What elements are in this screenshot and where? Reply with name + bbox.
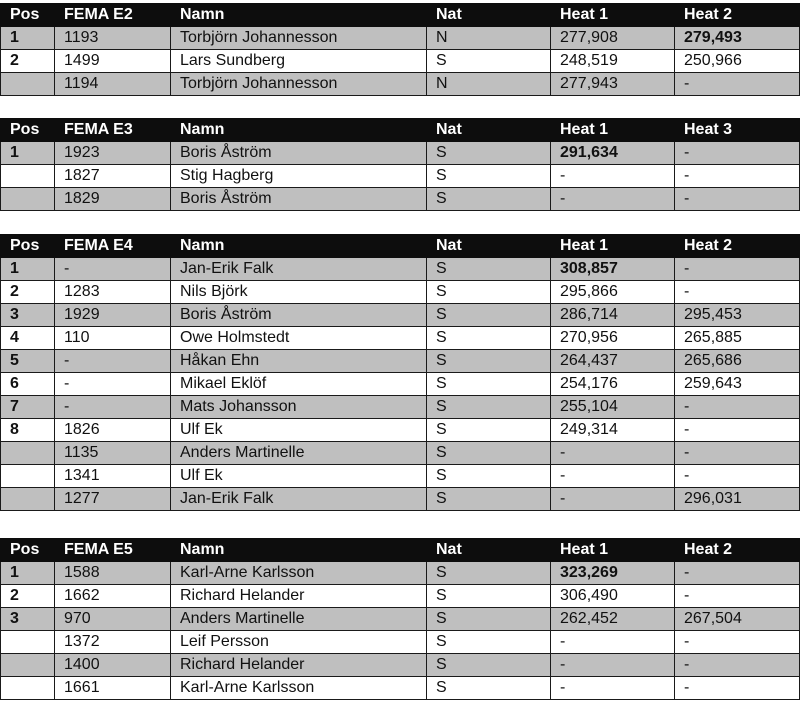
cell-name: Jan-Erik Falk [171, 488, 427, 511]
header-heat-b: Heat 2 [675, 235, 800, 258]
cell-nat: S [427, 50, 551, 73]
cell-nat: S [427, 327, 551, 350]
table-row [1, 165, 800, 188]
results-table-e3 [0, 118, 800, 211]
cell-nat: S [427, 631, 551, 654]
cell-pos: 1 [1, 258, 55, 281]
cell-heat-a: 248,519 [551, 50, 675, 73]
cell-nat: S [427, 488, 551, 511]
table-row [1, 488, 800, 511]
cell-heat-a: - [551, 165, 675, 188]
cell-fema: 110 [55, 327, 171, 350]
cell-pos: 7 [1, 396, 55, 419]
cell-fema: - [55, 396, 171, 419]
cell-pos [1, 654, 55, 677]
cell-fema: 1827 [55, 165, 171, 188]
cell-nat: S [427, 165, 551, 188]
table-row [1, 27, 800, 50]
cell-nat: S [427, 396, 551, 419]
cell-name: Anders Martinelle [171, 608, 427, 631]
table-row [1, 350, 800, 373]
table-row [1, 396, 800, 419]
table-row [1, 304, 800, 327]
cell-fema: 1283 [55, 281, 171, 304]
table-row [1, 442, 800, 465]
cell-heat-a: 249,314 [551, 419, 675, 442]
cell-heat-b: 279,493 [675, 27, 800, 50]
header-nat: Nat [427, 119, 551, 142]
cell-heat-b: 296,031 [675, 488, 800, 511]
header-name: Namn [171, 4, 427, 27]
cell-fema: 1826 [55, 419, 171, 442]
cell-nat: S [427, 677, 551, 700]
cell-fema: 1662 [55, 585, 171, 608]
cell-nat: S [427, 654, 551, 677]
cell-heat-b: - [675, 73, 800, 96]
cell-heat-a: - [551, 442, 675, 465]
cell-heat-a: 264,437 [551, 350, 675, 373]
cell-nat: S [427, 442, 551, 465]
cell-pos: 6 [1, 373, 55, 396]
cell-heat-a: - [551, 677, 675, 700]
cell-heat-a: 295,866 [551, 281, 675, 304]
cell-heat-b: - [675, 142, 800, 165]
cell-nat: S [427, 608, 551, 631]
cell-pos: 3 [1, 304, 55, 327]
cell-name: Boris Åström [171, 188, 427, 211]
cell-nat: N [427, 27, 551, 50]
cell-fema: 1400 [55, 654, 171, 677]
cell-fema: 970 [55, 608, 171, 631]
cell-pos [1, 465, 55, 488]
cell-pos: 2 [1, 50, 55, 73]
cell-pos [1, 488, 55, 511]
cell-name: Torbjörn Johannesson [171, 73, 427, 96]
cell-name: Jan-Erik Falk [171, 258, 427, 281]
cell-heat-a: 255,104 [551, 396, 675, 419]
cell-pos: 1 [1, 562, 55, 585]
table-row [1, 654, 800, 677]
cell-pos: 5 [1, 350, 55, 373]
cell-name: Richard Helander [171, 585, 427, 608]
cell-heat-b: 250,966 [675, 50, 800, 73]
cell-heat-a: - [551, 631, 675, 654]
cell-nat: S [427, 258, 551, 281]
cell-heat-b: 295,453 [675, 304, 800, 327]
table-row [1, 419, 800, 442]
header-nat: Nat [427, 4, 551, 27]
header-nat: Nat [427, 235, 551, 258]
cell-heat-a: 291,634 [551, 142, 675, 165]
cell-heat-b: 265,885 [675, 327, 800, 350]
header-pos: Pos [1, 539, 55, 562]
cell-fema: 1372 [55, 631, 171, 654]
cell-nat: S [427, 585, 551, 608]
header-heat-b: Heat 2 [675, 4, 800, 27]
cell-fema: - [55, 373, 171, 396]
cell-heat-b: - [675, 396, 800, 419]
cell-heat-a: - [551, 488, 675, 511]
header-pos: Pos [1, 4, 55, 27]
cell-heat-a: 306,490 [551, 585, 675, 608]
cell-name: Leif Persson [171, 631, 427, 654]
table-header-row [1, 235, 800, 258]
header-heat-b: Heat 3 [675, 119, 800, 142]
cell-heat-b: - [675, 188, 800, 211]
header-fema-class: FEMA E4 [55, 235, 171, 258]
table-row [1, 677, 800, 700]
cell-name: Boris Åström [171, 304, 427, 327]
cell-heat-a: 323,269 [551, 562, 675, 585]
cell-pos: 1 [1, 27, 55, 50]
cell-heat-b: 267,504 [675, 608, 800, 631]
cell-nat: S [427, 304, 551, 327]
cell-pos: 4 [1, 327, 55, 350]
cell-name: Owe Holmstedt [171, 327, 427, 350]
cell-fema: 1194 [55, 73, 171, 96]
header-heat-b: Heat 2 [675, 539, 800, 562]
header-fema-class: FEMA E3 [55, 119, 171, 142]
table-header-row [1, 539, 800, 562]
cell-heat-a: 286,714 [551, 304, 675, 327]
cell-pos: 2 [1, 585, 55, 608]
cell-nat: S [427, 188, 551, 211]
table-row [1, 142, 800, 165]
cell-nat: S [427, 142, 551, 165]
cell-fema: 1829 [55, 188, 171, 211]
cell-nat: S [427, 350, 551, 373]
cell-fema: - [55, 350, 171, 373]
cell-pos: 2 [1, 281, 55, 304]
cell-heat-b: - [675, 585, 800, 608]
cell-heat-b: - [675, 165, 800, 188]
cell-heat-b: - [675, 465, 800, 488]
cell-name: Ulf Ek [171, 465, 427, 488]
cell-nat: S [427, 562, 551, 585]
cell-fema: 1193 [55, 27, 171, 50]
header-name: Namn [171, 235, 427, 258]
table-row [1, 608, 800, 631]
cell-heat-b: 265,686 [675, 350, 800, 373]
cell-heat-b: - [675, 631, 800, 654]
cell-heat-a: 254,176 [551, 373, 675, 396]
cell-name: Nils Björk [171, 281, 427, 304]
cell-heat-a: - [551, 188, 675, 211]
cell-pos: 1 [1, 142, 55, 165]
table-row [1, 188, 800, 211]
cell-name: Anders Martinelle [171, 442, 427, 465]
cell-name: Lars Sundberg [171, 50, 427, 73]
cell-heat-b: - [675, 654, 800, 677]
table-row [1, 281, 800, 304]
header-pos: Pos [1, 235, 55, 258]
cell-pos [1, 188, 55, 211]
table-header-row [1, 4, 800, 27]
header-heat-a: Heat 1 [551, 235, 675, 258]
cell-name: Karl-Arne Karlsson [171, 677, 427, 700]
table-row [1, 465, 800, 488]
cell-name: Ulf Ek [171, 419, 427, 442]
table-row [1, 562, 800, 585]
cell-name: Karl-Arne Karlsson [171, 562, 427, 585]
cell-name: Mikael Eklöf [171, 373, 427, 396]
cell-fema: 1135 [55, 442, 171, 465]
cell-heat-a: 262,452 [551, 608, 675, 631]
cell-fema: 1929 [55, 304, 171, 327]
cell-pos [1, 73, 55, 96]
table-row [1, 327, 800, 350]
cell-heat-b: - [675, 258, 800, 281]
cell-pos: 3 [1, 608, 55, 631]
table-row [1, 585, 800, 608]
header-pos: Pos [1, 119, 55, 142]
cell-pos: 8 [1, 419, 55, 442]
cell-pos [1, 165, 55, 188]
header-fema-class: FEMA E2 [55, 4, 171, 27]
cell-name: Boris Åström [171, 142, 427, 165]
header-heat-a: Heat 1 [551, 4, 675, 27]
cell-pos [1, 442, 55, 465]
cell-heat-b: - [675, 442, 800, 465]
cell-pos [1, 631, 55, 654]
cell-fema: 1341 [55, 465, 171, 488]
header-heat-a: Heat 1 [551, 539, 675, 562]
table-row [1, 50, 800, 73]
cell-heat-a: 270,956 [551, 327, 675, 350]
cell-heat-b: - [675, 281, 800, 304]
cell-nat: S [427, 419, 551, 442]
table-row [1, 631, 800, 654]
cell-nat: S [427, 281, 551, 304]
cell-name: Stig Hagberg [171, 165, 427, 188]
results-table-e4 [0, 234, 800, 511]
cell-heat-a: - [551, 654, 675, 677]
cell-fema: 1277 [55, 488, 171, 511]
cell-heat-a: - [551, 465, 675, 488]
cell-fema: 1923 [55, 142, 171, 165]
header-heat-a: Heat 1 [551, 119, 675, 142]
cell-heat-b: 259,643 [675, 373, 800, 396]
header-nat: Nat [427, 539, 551, 562]
cell-heat-b: - [675, 677, 800, 700]
results-table-e2 [0, 3, 800, 96]
cell-nat: N [427, 73, 551, 96]
cell-fema: 1588 [55, 562, 171, 585]
header-name: Namn [171, 539, 427, 562]
cell-name: Richard Helander [171, 654, 427, 677]
cell-fema: 1661 [55, 677, 171, 700]
cell-heat-a: 277,943 [551, 73, 675, 96]
cell-heat-a: 308,857 [551, 258, 675, 281]
cell-heat-b: - [675, 562, 800, 585]
cell-name: Håkan Ehn [171, 350, 427, 373]
cell-heat-b: - [675, 419, 800, 442]
cell-fema: - [55, 258, 171, 281]
table-row [1, 73, 800, 96]
results-table-e5 [0, 538, 800, 700]
table-row [1, 373, 800, 396]
cell-heat-a: 277,908 [551, 27, 675, 50]
cell-pos [1, 677, 55, 700]
cell-name: Mats Johansson [171, 396, 427, 419]
cell-nat: S [427, 373, 551, 396]
cell-fema: 1499 [55, 50, 171, 73]
header-fema-class: FEMA E5 [55, 539, 171, 562]
header-name: Namn [171, 119, 427, 142]
cell-nat: S [427, 465, 551, 488]
table-header-row [1, 119, 800, 142]
table-row [1, 258, 800, 281]
cell-name: Torbjörn Johannesson [171, 27, 427, 50]
